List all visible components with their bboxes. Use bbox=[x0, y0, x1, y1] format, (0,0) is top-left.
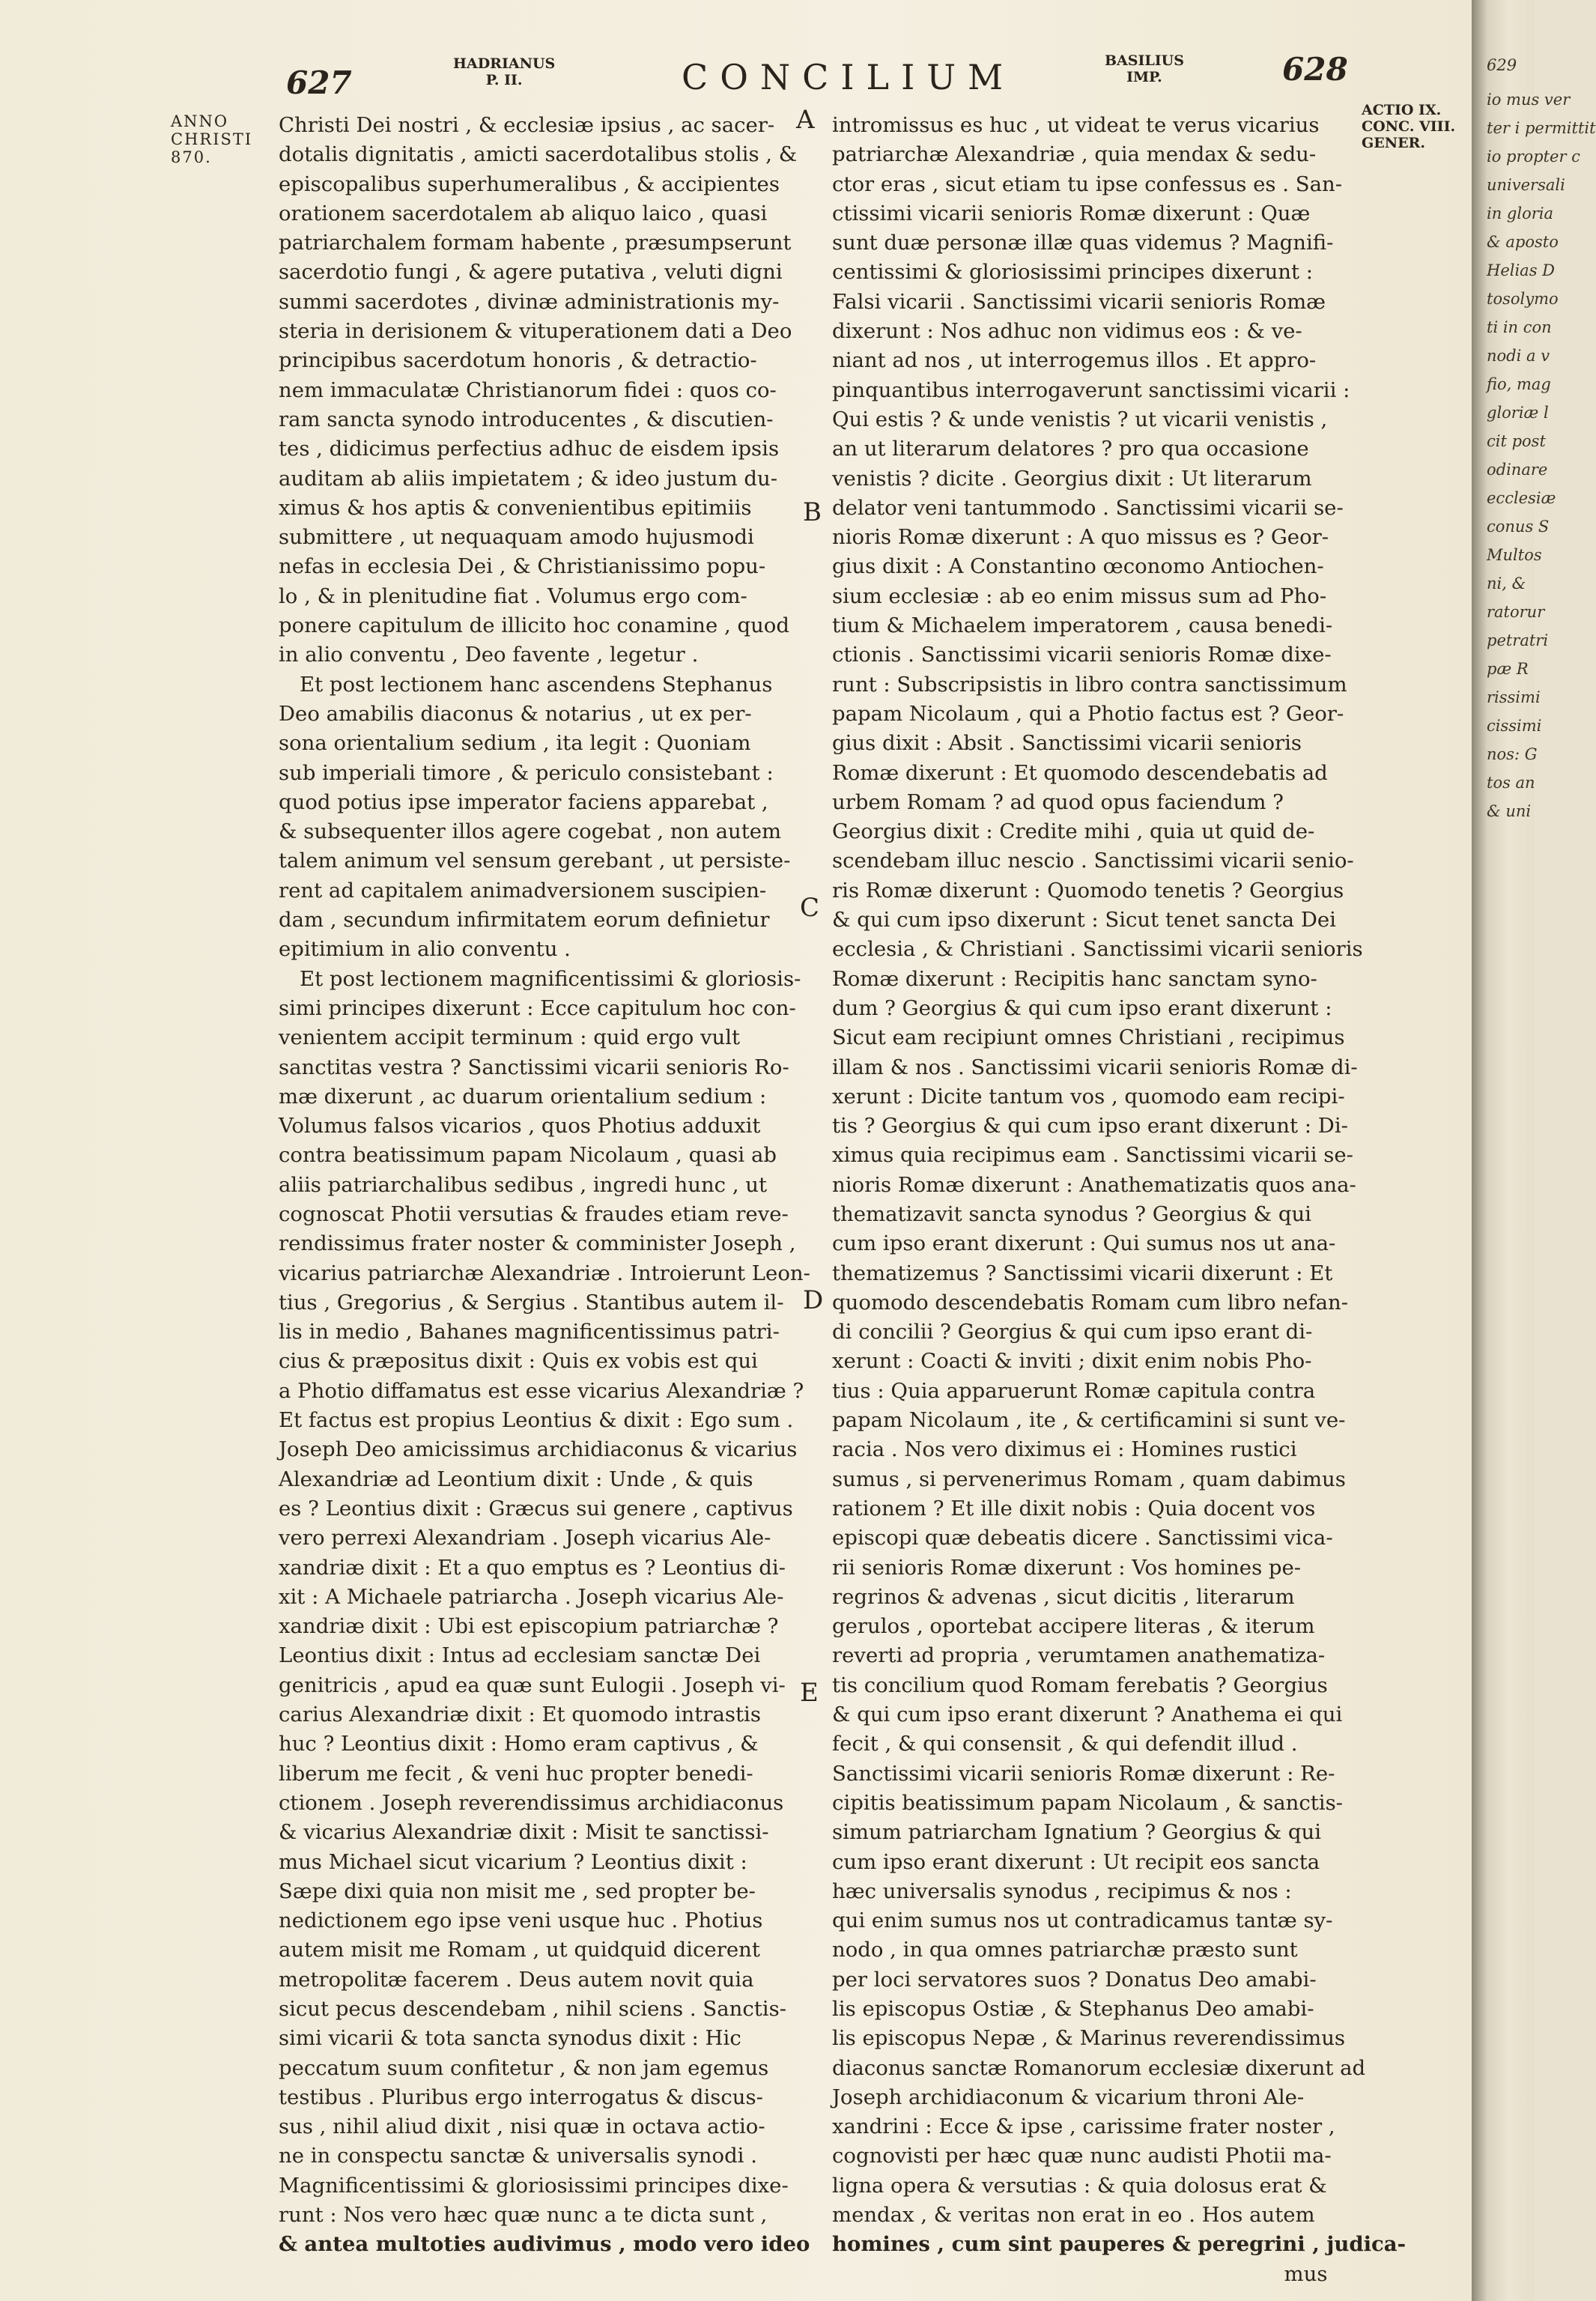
text-line: ctionis . Sanctissimi vicarii senioris Romæ dixe- bbox=[832, 643, 1332, 667]
margin-note-actio bbox=[1362, 102, 1470, 151]
section-letter-d: D bbox=[803, 1285, 824, 1315]
text-line: Volumus falsos vicarios , quos Photius adduxit bbox=[279, 1114, 761, 1139]
text-line: tes , didicimus perfectius adhuc de eisdem ipsis bbox=[279, 437, 780, 461]
text-line: tium & Michaelem imperatorem , causa benedi- bbox=[832, 613, 1333, 638]
text-line: epitimium in alio conventu . bbox=[279, 937, 571, 962]
gutter-fragment: & aposto bbox=[1487, 233, 1559, 251]
gutter-fragment: ni, & bbox=[1487, 575, 1526, 592]
gutter-fragment: conus S bbox=[1487, 518, 1550, 536]
text-line: nem immaculatæ Christianorum fidei : quos co- bbox=[279, 378, 777, 402]
text-line: illam & nos . Sanctissimi vicarii senioris Romæ di- bbox=[832, 1055, 1358, 1079]
gutter-fragment: ratorur bbox=[1487, 603, 1545, 621]
text-line: mus Michael sicut vicarium ? Leontius dixit : bbox=[279, 1849, 747, 1874]
text-line: & vicarius Alexandriæ dixit : Misit te sanctissi- bbox=[279, 1820, 769, 1845]
text-line: huc ? Leontius dixit : Homo eram captivus , & bbox=[279, 1732, 759, 1756]
text-line: vicarius patriarchæ Alexandriæ . Introierunt Leon- bbox=[279, 1261, 810, 1285]
right-page-number: 628 bbox=[1282, 51, 1348, 88]
text-line: di concilii ? Georgius & qui cum ipso erant di- bbox=[832, 1320, 1313, 1344]
text-line: racia . Nos vero diximus ei : Homines rustici bbox=[832, 1437, 1297, 1462]
text-line: cognovisti per hæc quæ nunc audisti Photii ma- bbox=[832, 2144, 1332, 2168]
text-line: niant ad nos , ut interrogemus illos . Et appro- bbox=[832, 348, 1317, 373]
text-line: sus , nihil aliud dixit , nisi quæ in octava actio- bbox=[279, 2114, 765, 2139]
text-line: Deo amabilis diaconus & notarius , ut ex per- bbox=[279, 701, 752, 726]
margin-line: ACTIO IX. bbox=[1362, 102, 1442, 118]
text-line: fecit , & qui consensit , & qui defendit illud . bbox=[832, 1732, 1298, 1756]
text-line: ctissimi vicarii senioris Romæ dixerunt : Quæ bbox=[832, 201, 1311, 225]
text-line: tius , Gregorius , & Sergius . Stantibus autem il- bbox=[279, 1290, 784, 1315]
text-line: summi sacerdotes , divinæ administrationis my- bbox=[279, 289, 780, 314]
text-line: quomodo descendebatis Romam cum libro nefan- bbox=[832, 1290, 1349, 1315]
text-line: submittere , ut nequaquam amodo hujusmodi bbox=[279, 525, 754, 550]
text-line: Christi Dei nostri , & ecclesiæ ipsius , ac sacer- bbox=[279, 113, 775, 137]
text-line: liberum me fecit , & veni huc propter benedi- bbox=[279, 1761, 753, 1786]
text-line: venistis ? dicite . Georgius dixit : Ut literarum bbox=[832, 466, 1312, 491]
gutter-fragment: cissimi bbox=[1487, 717, 1542, 735]
text-line: lo , & in plenitudine fiat . Volumus ergo com- bbox=[279, 583, 747, 608]
page-title: CONCILIUM bbox=[682, 57, 1016, 97]
text-line: sacerdotio fungi , & agere putativa , veluti digni bbox=[279, 260, 783, 285]
gutter-fragment: rissimi bbox=[1487, 688, 1541, 706]
gutter-fragment: ti in con bbox=[1487, 318, 1552, 336]
gutter-fragment: cit post bbox=[1487, 432, 1546, 450]
text-line: gius dixit : Absit . Sanctissimi vicarii senioris bbox=[832, 731, 1302, 756]
text-line: aliis patriarchalibus sedibus , ingredi hunc , ut bbox=[279, 1172, 768, 1197]
text-line: ximus quia recipimus eam . Sanctissimi vicarii se- bbox=[832, 1143, 1353, 1168]
gutter-fragment: fio, mag bbox=[1487, 375, 1551, 393]
text-line: simi principes dixerunt : Ecce capitulum hoc con- bbox=[279, 995, 796, 1020]
text-line: Et post lectionem hanc ascendens Stephanus bbox=[300, 672, 773, 697]
section-letter-b: B bbox=[803, 497, 822, 527]
text-line: nioris Romæ dixerunt : A quo missus es ? Geor- bbox=[832, 525, 1329, 550]
text-line: Sanctissimi vicarii senioris Romæ dixerunt : Re- bbox=[832, 1761, 1335, 1786]
text-line: tis concilium quod Romam ferebatis ? Georgius bbox=[832, 1673, 1328, 1697]
text-line: an ut literarum delatores ? pro qua occasione bbox=[832, 437, 1309, 461]
text-line: cipitis beatissimum papam Nicolaum , & sanctis- bbox=[832, 1790, 1343, 1815]
gutter-fragment: ecclesiæ bbox=[1487, 489, 1556, 507]
text-line: dixerunt : Nos adhuc non vidimus eos : & ve- bbox=[832, 319, 1302, 344]
text-line: diaconus sanctæ Romanorum ecclesiæ dixerunt ad bbox=[832, 2055, 1366, 2080]
margin-line: 870. bbox=[171, 148, 212, 166]
right-running-head bbox=[1105, 52, 1184, 85]
text-line: rent ad capitalem animadversionem suscipien- bbox=[279, 878, 767, 903]
text-line: Magnificentissimi & gloriosissimi principes dixe- bbox=[279, 2173, 789, 2198]
text-line: dum ? Georgius & qui cum ipso erant dixerunt : bbox=[832, 995, 1332, 1020]
text-line: Sæpe dixi quia non misit me , sed propter be- bbox=[279, 1879, 756, 1903]
text-line: vero perrexi Alexandriam . Joseph vicarius Ale- bbox=[279, 1526, 771, 1550]
text-line: ctor eras , sicut etiam tu ipse confessus es . San- bbox=[832, 172, 1342, 196]
text-line: orationem sacerdotalem ab aliquo laico , quasi bbox=[279, 201, 768, 225]
text-line: ne in conspectu sanctæ & universalis synodi . bbox=[279, 2144, 757, 2168]
text-line: pinquantibus interrogaverunt sanctissimi vicarii : bbox=[832, 378, 1350, 402]
text-line: Qui estis ? & unde venistis ? ut vicarii venistis , bbox=[832, 407, 1328, 431]
text-line: Falsi vicarii . Sanctissimi vicarii senioris Romæ bbox=[832, 289, 1326, 314]
gutter-fragment: ter i permittit bbox=[1487, 119, 1596, 137]
text-line: ponere capitulum de illicito hoc conamine , quod bbox=[279, 613, 789, 638]
text-line: mus bbox=[1284, 2261, 1328, 2286]
text-line: delator veni tantummodo . Sanctissimi vicarii se- bbox=[832, 495, 1344, 520]
text-line: carius Alexandriæ dixit : Et quomodo intrastis bbox=[279, 1703, 761, 1727]
text-line: thematizemus ? Sanctissimi vicarii dixerunt : Et bbox=[832, 1261, 1333, 1285]
text-line: & qui cum ipso erant dixerunt ? Anathema ei qui bbox=[832, 1703, 1343, 1727]
text-line: auditam ab aliis impietatem ; & ideo justum du- bbox=[279, 466, 778, 491]
text-line: gerulos , oportebat accipere literas , & iterum bbox=[832, 1614, 1315, 1639]
text-line: episcopalibus superhumeralibus , & accipientes bbox=[279, 172, 780, 196]
text-line: tis ? Georgius & qui cum ipso erant dixerunt : Di- bbox=[832, 1114, 1348, 1139]
text-line: papam Nicolaum , ite , & certificamini si sunt ve- bbox=[832, 1408, 1346, 1433]
text-line: sumus , si pervenerimus Romam , quam dabimus bbox=[832, 1467, 1346, 1491]
text-line: cum ipso erant dixerunt : Qui sumus nos ut ana- bbox=[832, 1231, 1336, 1256]
text-line: rationem ? Et ille dixit nobis : Quia docent vos bbox=[832, 1496, 1316, 1521]
text-line: sunt duæ personæ illæ quas videmus ? Magnifi- bbox=[832, 231, 1334, 255]
adjacent-page-edge bbox=[1472, 0, 1596, 2301]
text-line: sona orientalium sedium , ita legit : Quoniam bbox=[279, 731, 751, 756]
text-line: xandriæ dixit : Et a quo emptus es ? Leontius di- bbox=[279, 1555, 786, 1580]
text-line: tius : Quia apparuerunt Romæ capitula contra bbox=[832, 1378, 1316, 1403]
text-line: episcopi quæ debeatis dicere . Sanctissimi vica- bbox=[832, 1526, 1333, 1550]
text-line: a Photio diffamatus est esse vicarius Alexandriæ ? bbox=[279, 1378, 804, 1403]
text-line: peccatum suum confitetur , & non jam egemus bbox=[279, 2055, 769, 2080]
margin-line: GENER. bbox=[1362, 135, 1425, 151]
gutter-fragment: nodi a v bbox=[1487, 347, 1550, 365]
text-line: regrinos & advenas , sicut dicitis , literarum bbox=[832, 1584, 1295, 1609]
text-line: contra beatissimum papam Nicolaum , quasi ab bbox=[279, 1143, 777, 1168]
text-line: nodo , in qua omnes patriarchæ præsto sunt bbox=[832, 1938, 1298, 1962]
text-line: qui enim sumus nos ut contradicamus tantæ sy- bbox=[832, 1909, 1333, 1933]
text-line: dotalis dignitatis , amicti sacerdotalibus stolis , & bbox=[279, 142, 798, 167]
gutter-fragment: gloriæ l bbox=[1487, 404, 1549, 422]
text-line: rii senioris Romæ dixerunt : Vos homines pe- bbox=[832, 1555, 1302, 1580]
text-line: Joseph archidiaconum & vicarium throni Ale- bbox=[832, 2085, 1305, 2109]
text-line: & qui cum ipso dixerunt : Sicut tenet sancta Dei bbox=[832, 908, 1336, 933]
text-line: Sicut eam recipiunt omnes Christiani , recipimus bbox=[832, 1025, 1345, 1050]
text-line: Et factus est propius Leontius & dixit : Ego sum . bbox=[279, 1408, 794, 1433]
text-line: nioris Romæ dixerunt : Anathematizatis quos ana- bbox=[832, 1172, 1356, 1197]
text-line: lis episcopus Ostiæ , & Stephanus Deo amabi- bbox=[832, 1997, 1314, 2021]
text-line: ligna opera & versutias : & quia dolosus erat & bbox=[832, 2173, 1327, 2198]
text-line: Leontius dixit : Intus ad ecclesiam sanctæ Dei bbox=[279, 1643, 761, 1668]
section-letter-c: C bbox=[800, 893, 820, 923]
margin-line: CONC. VIII. bbox=[1362, 118, 1456, 135]
text-line: xandriæ dixit : Ubi est episcopium patriarchæ ? bbox=[279, 1614, 779, 1639]
text-line: intromissus es huc , ut videat te verus vicarius bbox=[832, 113, 1320, 137]
section-letter-a: A bbox=[796, 105, 815, 135]
gutter-fragment: tos an bbox=[1487, 774, 1535, 792]
text-line: in alio conventu , Deo favente , legetur . bbox=[279, 643, 699, 667]
text-line: ris Romæ dixerunt : Quomodo tenetis ? Georgius bbox=[832, 878, 1344, 903]
gutter-fragment: tosolymo bbox=[1487, 290, 1559, 308]
text-line: simum patriarcham Ignatium ? Georgius & qui bbox=[832, 1820, 1322, 1845]
text-line: sicut pecus descendebam , nihil sciens . Sanctis- bbox=[279, 1997, 786, 2021]
margin-line: CHRISTI bbox=[171, 130, 253, 148]
text-line: mendax , & veritas non erat in eo . Hos autem bbox=[832, 2203, 1315, 2228]
text-line: cognoscat Photii versutias & fraudes etiam reve- bbox=[279, 1201, 789, 1226]
gutter-fragment: & uni bbox=[1487, 802, 1532, 820]
gutter-fragment: io propter c bbox=[1487, 148, 1580, 166]
text-line: urbem Romam ? ad quod opus faciendum ? bbox=[832, 789, 1284, 814]
running-head-line: HADRIANUS bbox=[453, 55, 556, 72]
text-line: sanctitas vestra ? Sanctissimi vicarii senioris Ro- bbox=[279, 1055, 789, 1079]
text-line: quod potius ipse imperator faciens apparebat , bbox=[279, 789, 768, 814]
text-line: scendebam illuc nescio . Sanctissimi vicarii senio- bbox=[832, 849, 1354, 873]
text-line: metropolitæ facerem . Deus autem novit quia bbox=[279, 1967, 754, 1992]
text-line: ram sancta synodo introducentes , & discutien- bbox=[279, 407, 774, 431]
text-line: venientem accipit terminum : quid ergo vult bbox=[279, 1025, 741, 1050]
gutter-fragment: in gloria bbox=[1487, 204, 1553, 222]
margin-line: ANNO bbox=[171, 112, 229, 130]
text-line: sub imperiali timore , & periculo consistebant : bbox=[279, 760, 774, 785]
text-line: cum ipso erant dixerunt : Ut recipit eos sancta bbox=[832, 1849, 1320, 1874]
text-line: hæc universalis synodus , recipimus & nos : bbox=[832, 1879, 1292, 1903]
text-line: xandrini : Ecce & ipse , carissime frater noster , bbox=[832, 2114, 1335, 2139]
text-line: ecclesia , & Christiani . Sanctissimi vicarii senioris bbox=[832, 937, 1363, 962]
text-line: ctionem . Joseph reverendissimus archidiaconus bbox=[279, 1790, 784, 1815]
gutter-fragment: odinare bbox=[1487, 461, 1548, 479]
text-line: per loci servatores suos ? Donatus Deo amabi- bbox=[832, 1967, 1317, 1992]
text-line: nedictionem ego ipse veni usque huc . Photius bbox=[279, 1909, 763, 1933]
text-line: sium ecclesiæ : ab eo enim missus sum ad Pho- bbox=[832, 583, 1327, 608]
text-line: Joseph Deo amicissimus archidiaconus & vicarius bbox=[279, 1437, 798, 1462]
gutter-fragment: universali bbox=[1487, 176, 1565, 194]
text-line: runt : Subscripsistis in libro contra sanctissimum bbox=[832, 672, 1347, 697]
text-line: xit : A Michaele patriarcha . Joseph vicarius Ale- bbox=[279, 1584, 784, 1609]
text-line: centissimi & gloriosissimi principes dixerunt : bbox=[832, 260, 1314, 285]
gutter-fragment: 629 bbox=[1487, 56, 1517, 74]
text-line: Et post lectionem magnificentissimi & gloriosis- bbox=[300, 966, 801, 991]
text-line: es ? Leontius dixit : Græcus sui genere , captivus bbox=[279, 1496, 793, 1521]
text-line: lis in medio , Bahanes magnificentissimus patri- bbox=[279, 1320, 780, 1344]
text-line: lis episcopus Nepæ , & Marinus reverendissimus bbox=[832, 2026, 1346, 2051]
text-line: xerunt : Dicite tantum vos , quomodo eam recipi- bbox=[832, 1084, 1345, 1109]
text-line: testibus . Pluribus ergo interrogatus & discus- bbox=[279, 2085, 763, 2109]
running-head-line: P. II. bbox=[485, 72, 523, 88]
text-line: & antea multoties audivimus , modo vero ideo bbox=[279, 2232, 810, 2257]
text-line: patriarchalem formam habente , præsumpserunt bbox=[279, 231, 792, 255]
text-line: reverti ad propria , verumtamen anathematiza- bbox=[832, 1643, 1326, 1668]
text-line: principibus sacerdotum honoris , & detractio- bbox=[279, 348, 757, 373]
text-line: mæ dixerunt , ac duarum orientalium sedium : bbox=[279, 1084, 767, 1109]
text-line: papam Nicolaum , qui a Photio factus est ? Geor- bbox=[832, 701, 1344, 726]
text-line: gius dixit : A Constantino œconomo Antiochen- bbox=[832, 554, 1324, 579]
text-line: talem animum vel sensum gerebant , ut persiste- bbox=[279, 849, 791, 873]
text-line: & subsequenter illos agere cogebat , non autem bbox=[279, 819, 782, 844]
section-letter-e: E bbox=[800, 1678, 819, 1708]
left-running-head bbox=[453, 55, 555, 88]
text-line: dam , secundum infirmitatem eorum definietur bbox=[279, 908, 770, 933]
text-line: homines , cum sint pauperes & peregrini , judica- bbox=[832, 2232, 1407, 2257]
text-line: autem misit me Romam , ut quidquid dicerent bbox=[279, 1938, 760, 1962]
gutter-fragment: pæ R bbox=[1487, 660, 1529, 678]
running-head-line: IMP. bbox=[1126, 69, 1162, 85]
text-line: thematizavit sancta synodus ? Georgius & qui bbox=[832, 1201, 1311, 1226]
text-line: xerunt : Coacti & inviti ; dixit enim nobis Pho- bbox=[832, 1349, 1312, 1374]
left-text-column bbox=[279, 111, 810, 2260]
gutter-fragment: petratri bbox=[1487, 631, 1549, 649]
text-line: Georgius dixit : Credite mihi , quia ut quid de- bbox=[832, 819, 1315, 844]
text-line: genitricis , apud ea quæ sunt Eulogii . Joseph vi- bbox=[279, 1673, 786, 1697]
text-line: rendissimus frater noster & comminister Joseph , bbox=[279, 1231, 796, 1256]
running-head-line: BASILIUS bbox=[1105, 52, 1184, 69]
margin-note-year bbox=[171, 112, 264, 166]
gutter-fragment: nos: G bbox=[1487, 745, 1538, 763]
text-line: cius & præpositus dixit : Quis ex vobis est qui bbox=[279, 1349, 758, 1374]
gutter-fragment: Helias D bbox=[1487, 261, 1555, 279]
text-line: Romæ dixerunt : Et quomodo descendebatis ad bbox=[832, 760, 1328, 785]
text-line: ximus & hos aptis & convenientibus epitimiis bbox=[279, 495, 752, 520]
text-line: Romæ dixerunt : Recipitis hanc sanctam syno- bbox=[832, 966, 1317, 991]
text-line: steria in derisionem & vituperationem dati a Deo bbox=[279, 319, 792, 344]
gutter-fragment: Multos bbox=[1487, 546, 1542, 564]
text-line: Alexandriæ ad Leontium dixit : Unde , & quis bbox=[279, 1467, 753, 1491]
gutter-fragment: io mus ver bbox=[1487, 91, 1571, 109]
text-line: nefas in ecclesia Dei , & Christianissimo popu- bbox=[279, 554, 766, 579]
text-line: runt : Nos vero hæc quæ nunc a te dicta sunt , bbox=[279, 2203, 768, 2228]
text-line: patriarchæ Alexandriæ , quia mendax & sedu- bbox=[832, 142, 1317, 167]
text-line: simi vicarii & tota sancta synodus dixit : Hic bbox=[279, 2026, 741, 2051]
left-page-number: 627 bbox=[286, 64, 352, 101]
